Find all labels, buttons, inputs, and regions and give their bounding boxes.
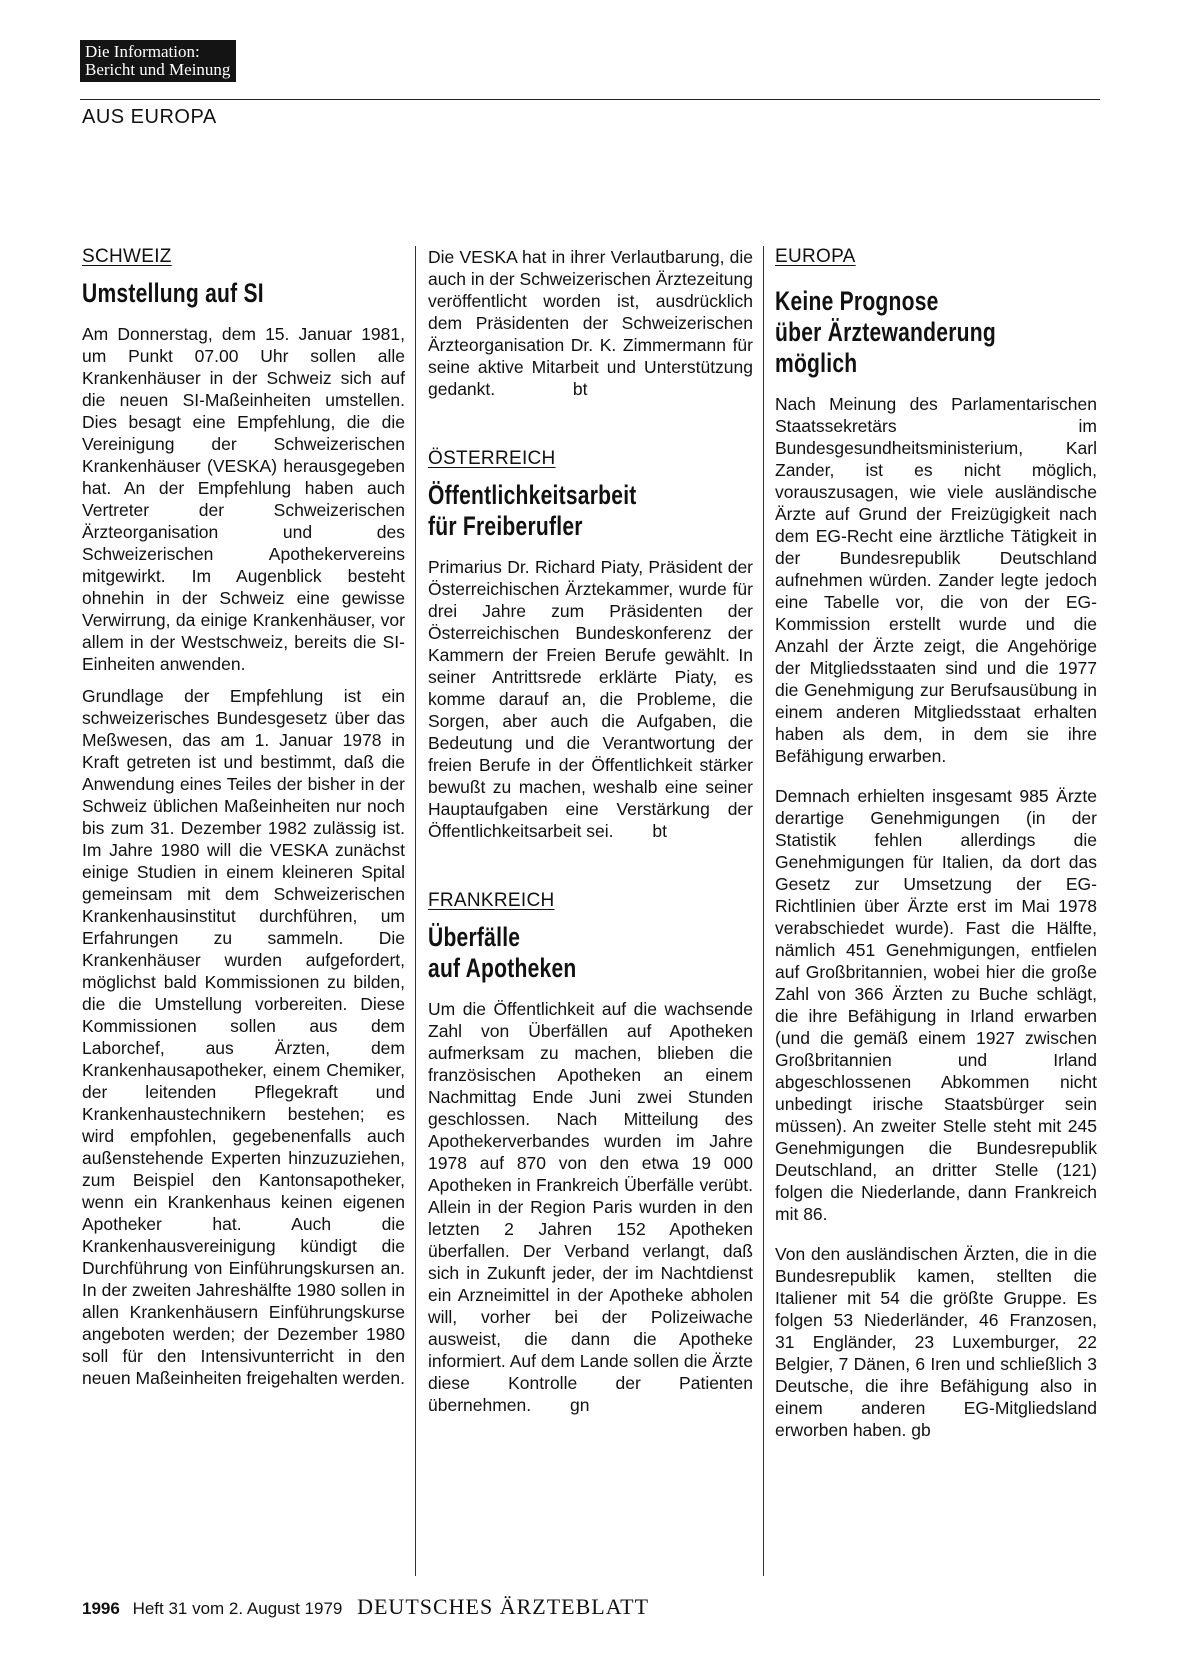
page-footer [82,1594,649,1620]
column-3 [775,246,1097,1571]
rubric-line-2: Bericht und Meinung [85,60,231,79]
section-title: AUS EUROPA [82,106,217,128]
journal-title: DEUTSCHES ÄRZTEBLATT [357,1594,650,1619]
article-paragraph: Nach Meinung des Parlamentarischen Staatssekretärs im Bundesgesundheitsministerium, Karl Zander, ist es nicht möglich, vorauszusagen, wie viele ausländische Ärzte auf Grund der Freizügigkeit nach dem EG-Recht eine ärztliche Tätigkeit in der Bundesrepublik Deutschland aufnehmen würden. Zander legte jedoch eine Tabelle vor, die von der EG-Kommission erstellt wurde und die Anzahl der Ärzte zeigt, die Angehörige der Mitgliedsstaaten sind und die 1977 die Genehmigung zur Berufsausübung in einem anderen Mitgliedsstaat erhalten haben als dem, in dem sie ihre Befähigung erwarben. [775,394,1097,766]
header-rule [80,99,1100,100]
rubric-line-1: Die Information: [85,42,200,61]
article-kicker: ÖSTERREICH [428,448,556,469]
article-kicker: FRANKREICH [428,890,555,911]
article-paragraph: Am Donnerstag, dem 15. Januar 1981, um Punkt 07.00 Uhr sollen alle Krankenhäuser in der Schweiz sich auf die neuen SI-Maßeinheiten umstellen. Dies besagt eine Empfehlung, die die Vereinigung der Schweizerischen Krankenhäuser (VESKA) herausgegeben hat. An der Empfehlung haben auch Vertreter der Schweizerischen Ärzteorganisation und des Schweizerischen Apothekervereins mitgewirkt. Im Augenblick besteht ohnehin in der Schweiz eine gewisse Verwirrung, da einige Krankenhäuser, vor allem in der Westschweiz, bereits die SI-Einheiten anwenden. [82,324,405,674]
article-paragraph: Um die Öffentlichkeit auf die wachsende Zahl von Überfällen auf Apotheken aufmerksam zu machen, blieben die französischen Apotheken an einem Nachmittag Ende Juni zwei Stunden geschlossen. Nach Mitteilung des Apothekerverbandes wurden im Jahre 1978 auf 870 von den etwa 19 000 Apotheken in Frankreich Überfälle verübt. Allein in der Region Paris wurden in den letzten 2 Jahren 152 Apotheken überfallen. Der Verband verlangt, daß sich in Zukunft jeder, der im Nachtdienst ein Arzneimittel in der Apotheke abholen will, vorher bei der Polizeiwache ausweist, die dann die Apotheke informiert. Auf dem Lande sollen die Ärzte diese Kontrolle der Patienten übernehmen. gn [428,999,758,1415]
issue-info: Heft 31 vom 2. August 1979 [132,1599,343,1618]
page-number: 1996 [82,1599,120,1618]
article-kicker: SCHWEIZ [82,246,172,267]
article-headline: Überfälle auf Apotheken [428,922,577,983]
article-paragraph: Demnach erhielten insgesamt 985 Ärzte derartige Genehmigungen (in der Statistik fehlen allerdings die Genehmigungen für Italien, da dort das Gesetz zur Umsetzung der EG-Richtlinien über Ärzte erst im Mai 1978 verabschiedet wurde). Fast die Hälfte, nämlich 451 Genehmigungen, entfielen auf Großbritannien, wobei hier die große Zahl von 366 Ärzten zu Buche schlägt, die ihre Befähigung in Irland erwarben (und die gemäß einem 1927 zwischen Großbritannien und Irland abgeschlossenen Abkommen nicht unbedingt irische Staatsbürger sein müssen). An zweiter Stelle steht mit 245 Genehmigungen die Bundesrepublik Deutschland, an dritter Stelle (121) folgen die Niederlande, dann Frankreich mit 86. [775,786,1097,1224]
article-paragraph: Von den ausländischen Ärzten, die in die Bundesrepublik kamen, stellten die Italiener mit 54 die größte Gruppe. Es folgen 53 Niederländer, 46 Franzosen, 31 Engländer, 23 Luxemburger, 22 Belgier, 7 Dänen, 6 Iren und schließlich 3 Deutsche, die ihre Befähigung also in einem anderen EG-Mitgliedsland erworben haben. gb [775,1244,1097,1440]
column-2 [428,246,758,1571]
column-divider [415,246,416,1576]
article-headline: Umstellung auf SI [82,278,264,308]
article-paragraph: Die VESKA hat in ihrer Verlautbarung, die auch in der Schweizerischen Ärztezeitung veröffentlicht worden ist, ausdrücklich dem Präsidenten der Schweizerischen Ärzteorganisation Dr. K. Zimmermann für seine aktive Mitarbeit und Unterstützung gedankt. bt [428,247,758,399]
column-divider [763,246,764,1576]
article-paragraph: Grundlage der Empfehlung ist ein schweizerisches Bundesgesetz über das Meßwesen, das am 1. Januar 1978 in Kraft getreten ist und bestimmt, daß die Anwendung eines Teiles der bisher in der Schweiz üblichen Maßeinheiten nur noch bis zum 31. Dezember 1982 zulässig ist. Im Jahre 1980 will die VESKA zunächst einige Studien in einem kleineren Spital gemeinsam mit dem Schweizerischen Krankenhausinstitut durchführen, um Erfahrungen zu sammeln. Die Krankenhäuser wurden aufgefordert, möglichst bald Kommissionen zu bilden, die die Umstellung vorbereiten. Diese Kommissionen sollen aus dem Laborchef, aus Ärzten, dem Krankenhausapotheker, einem Chemiker, der leitenden Pflegekraft und Krankenhaustechnikern bestehen; es wird empfohlen, gegebenenfalls auch außenstehende Experten hinzuzuziehen, zum Beispiel den Kantonsapotheker, wenn ein Krankenhaus keinen eigenen Apotheker hat. Auch die Krankenhausvereinigung kündigt die Durchführung von Einführungskursen an. In der zweiten Jahreshälfte 1980 sollen in allen Krankenhäusern Einführungskurse angeboten werden; der Dezember 1980 soll für den Intensivunterricht in den neuen Maßeinheiten freigehalten werden. [82,686,405,1388]
rubric-badge [80,40,236,82]
column-1 [82,246,405,1571]
article-kicker: EUROPA [775,246,856,267]
article-paragraph: Primarius Dr. Richard Piaty, Präsident der Österreichischen Ärztekammer, wurde für drei Jahre zum Präsidenten der Österreichischen Bundeskonferenz der Kammern der Freien Berufe gewählt. In seiner Antrittsrede erklärte Piaty, es komme darauf an, die Probleme, die Sorgen, aber auch die Aufgaben, die Bedeutung und die Verantwortung der freien Berufe in der Öffentlichkeit stärker bewußt zu machen, weshalb eine seiner Hauptaufgaben eine Verstärkung der Öffentlichkeitsarbeit sei. bt [428,557,758,841]
article-headline: Keine Prognose über Ärztewanderung möglich [775,286,996,378]
article-headline: Öffentlichkeitsarbeit für Freiberufler [428,480,637,541]
